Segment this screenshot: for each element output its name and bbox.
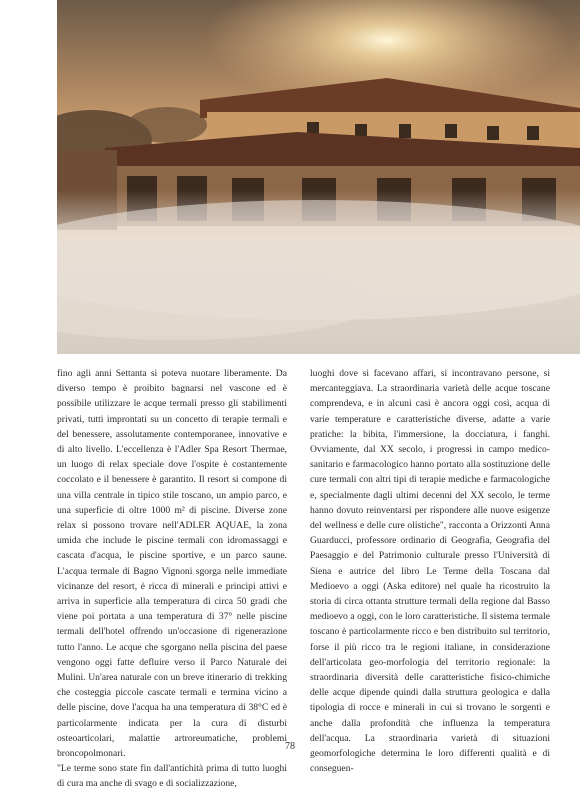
page-number: 78 xyxy=(285,741,295,752)
article-paragraph: "Le terme sono state fin dall'antichità prima di tutto luoghi di cura ma anche di svago e di socializzazione, xyxy=(57,763,287,790)
article-column-left xyxy=(57,366,287,792)
hero-photo xyxy=(57,0,580,354)
thermal-bath-landscape-image xyxy=(57,0,580,354)
article-column-right xyxy=(310,366,550,776)
article-paragraph: luoghi dove si facevano affari, si incontravano persone, si mercanteggiava. La straordinaria varietà delle acque toscane comprendeva, e in alcuni casi è ancora oggi così, acqua di varie temperature e caratteristiche diverse, adatte a varie pratiche: la bibita, l'immersione, la docciatura, i fanghi. Ovviamente, dal XX secolo, i progressi in campo medico-sanitario e farmacologico hanno portato alla sostituzione delle cure termali con altri tipi di terapie mediche e farmacologiche e, specialmente dagli ultimi decenni del XX secolo, le terme hanno dovuto reinventarsi per rispondere alle nuove esigenze del wellness e delle cure olistiche", racconta a Orizzonti Anna Guarducci, professore ordinario di Geografia, Geografia del Paesaggio e del Patrimonio culturale presso l'Università di Siena e autrice del libro Le Terme della Toscana dal Medioevo a oggi (Aska editore) nel quale ha ricostruito la storia di circa ottanta strutture termali della regione dal Basso medioevo a oggi, con le loro caratteristiche. Il sistema termale toscano è particolarmente ricco e ben distribuito sul territorio, forse il più ricco tra le regioni italiane, in considerazione dell'articolata geo-morfologia del territorio regionale: la straordinaria diversità delle caratteristiche fisico-chimiche delle acque dipende quindi dalla struttura geologica e dalla tipologia di rocce e minerali in cui si trovano le sorgenti e anche dalla profondità che influenza la temperatura dell'acqua. La straordinaria varietà di situazioni geomorfologiche determina le loro differenti qualità e di conseguen- xyxy=(310,368,550,775)
article-paragraph: fino agli anni Settanta si poteva nuotare liberamente. Da diverso tempo è proibito bagnarsi nel vascone ed è possibile utilizzare le acque termali presso gli stabilimenti privati, tutti improntati su un concetto di terapie termali e del benessere, assolutamente contemporanee, innovative e di alto livello. L'eccellenza è l'Adler Spa Resort Thermae, un luogo di relax speciale dove l'ospite è costantemente coccolato e il benessere è garantito. Il resort si compone di una villa centrale in tipico stile toscano, un ampio parco, e una superficie di oltre 1000 m² di piscine. Diverse zone relax si possono trovare nell'ADLER AQUAE, la zona umida che include le piscine termali con idromassaggi e cascata d'acqua, le piscine sportive, e un parco saune. L'acqua termale di Bagno Vignoni sgorga nelle immediate vicinanze del resort, è ricca di minerali e principi attivi e arriva in superficie alla temperatura di circa 50 gradi che viene poi portata a una temperatura di 37° nelle piscine termali dell'hotel offrendo un'occasione di rigenerazione tutto l'anno. Le acque che sgorgano nella piscina del paese vengono oggi fatte defluire verso il Parco Naturale dei Mulini. Un'area naturale con un breve itinerario di trekking che costeggia piccole cascate termali e termina vicino a delle piscine, dove l'acqua ha una temperatura di 38°C ed è particolarmente indicata per la cura di disturbi osteoarticolari, malattie artroreumatiche, problemi broncopolmonari. xyxy=(57,368,287,760)
